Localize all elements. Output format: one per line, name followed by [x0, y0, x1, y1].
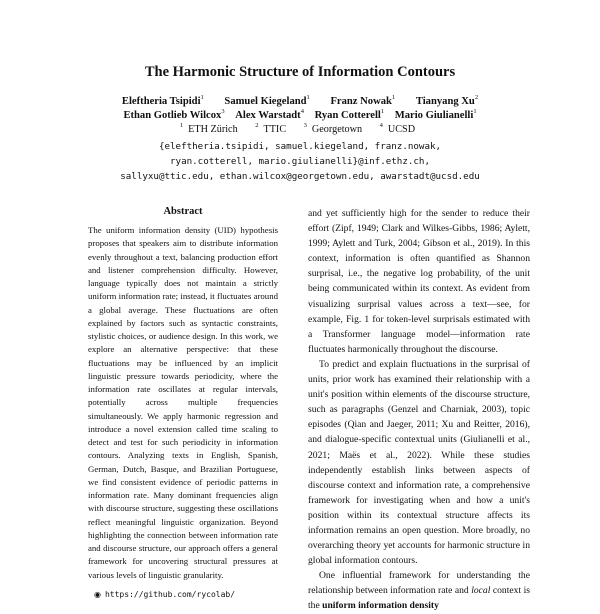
body-paragraph: One influential framework for understanding the relationship between information rate and local context is the uniform information density — [308, 570, 530, 612]
affiliations — [0, 124, 600, 135]
body-column-right — [308, 206, 530, 614]
github-icon: ◉ — [94, 590, 101, 599]
author: Ryan Cotterell$^1$ — [314, 108, 385, 121]
bold-term: uniform information density — [322, 600, 439, 612]
author: Tianyang Xu$^2$ — [415, 94, 479, 107]
emphasis-text: local — [471, 585, 491, 597]
email-line: sallyxu@ttic.edu, ethan.wilcox@georgetown.edu, awarstadt@ucsd.edu — [120, 171, 480, 182]
author-line-1 — [40, 95, 560, 109]
author-list — [40, 95, 560, 123]
email-block — [40, 139, 560, 184]
author: Samuel Kiegeland$^1$ — [224, 94, 310, 107]
author: Ethan Gotlieb Wilcox$^3$ — [123, 108, 225, 121]
body-paragraph: To predict and explain fluctuations in the surprisal of units, prior work has examined their relationship with a unit's position within elements of the discourse structure, such as paragraphs (Genzel and Charniak, 2003), topic episodes (Qian and Jaeger, 2011; Xu and Reitter, 2016), and dialogue-specific contextual units (Giulianelli et al., 2021; Maës et al., 2022). While these studies independently establish links between aspects of discourse context and information rate, a comprehensive framework for investigating when and how a unit's position within its contextual structure affects its information remains an open question. More broadly, no overarching theory yet accounts for harmonic structure in global information contours. — [308, 358, 530, 567]
abstract-heading: Abstract — [163, 206, 203, 217]
author: Alex Warstadt$^4$ — [235, 108, 304, 121]
affiliation: $^4$ UCSD — [379, 122, 416, 135]
affiliation: $^1$ ETH Zürich — [179, 122, 238, 135]
paper-title: The Harmonic Structure of Information Contours — [144, 64, 456, 80]
author: Franz Nowak$^1$ — [330, 94, 396, 107]
author: Eleftheria Tsipidi$^1$ — [121, 94, 204, 107]
footnote — [94, 589, 294, 600]
email-line: ryan.cotterell, mario.giulianelli}@inf.ethz.ch, — [170, 156, 430, 167]
footnote-link[interactable]: https://github.com/rycolab/ — [104, 590, 236, 599]
author: Mario Giulianelli$^1$ — [394, 108, 477, 121]
affiliation: $^3$ Georgetown — [303, 122, 363, 135]
email-line: {eleftheria.tsipidi, samuel.kiegeland, franz.nowak, — [158, 141, 442, 152]
body-paragraph: and yet sufficiently high for the sender to reduce their effort (Zipf, 1949; Clark and Wilkes-Gibbs, 1986; Aylett, 1999; Aylett and Turk, 2004; Gibson et al., 2019). In this context, information is often quantified as Shannon surprisal, i.e., the negative log probability, of the unit being communicated within its context. As evident from visualizing surprisal values across a text—see, for example, Fig. 1 for token-level surprisals estimated with a Transformer language model—information rate fluctuates harmonically throughout the discourse. — [308, 208, 530, 355]
affiliation: $^2$ TTIC — [255, 122, 287, 135]
author-line-2 — [40, 109, 560, 123]
abstract-text: The uniform information density (UID) hypothesis proposes that speakers aim to distribute information evenly throughout a text, balancing production effort and listener comprehension difficulty. However, language typically does not maintain a strictly uniform information rate; instead, it fluctuates around a global average. These fluctuations are often explained by factors such as syntactic constraints, stylistic choices, or audience design. In this work, we explore an alternative perspective: that these fluctuations may be influenced by an implicit linguistic pressure towards periodicity, where the information rate oscillates at regular intervals, potentially across multiple frequencies simultaneously. We apply harmonic regression and introduce a novel extension called time scaling to detect and test for such periodicity in information contours. Analyzing texts in English, Spanish, German, Dutch, Basque, and Brazilian Portuguese, we find consistent evidence of periodic patterns in information rate. Many dominant frequencies align with discourse structure, suggesting these oscillations reflect meaningful linguistic organization. Beyond highlighting the connection between information rate and discourse structure, our approach offers a general framework for uncovering structural pressures at various levels of linguistic granularity. — [88, 225, 278, 580]
